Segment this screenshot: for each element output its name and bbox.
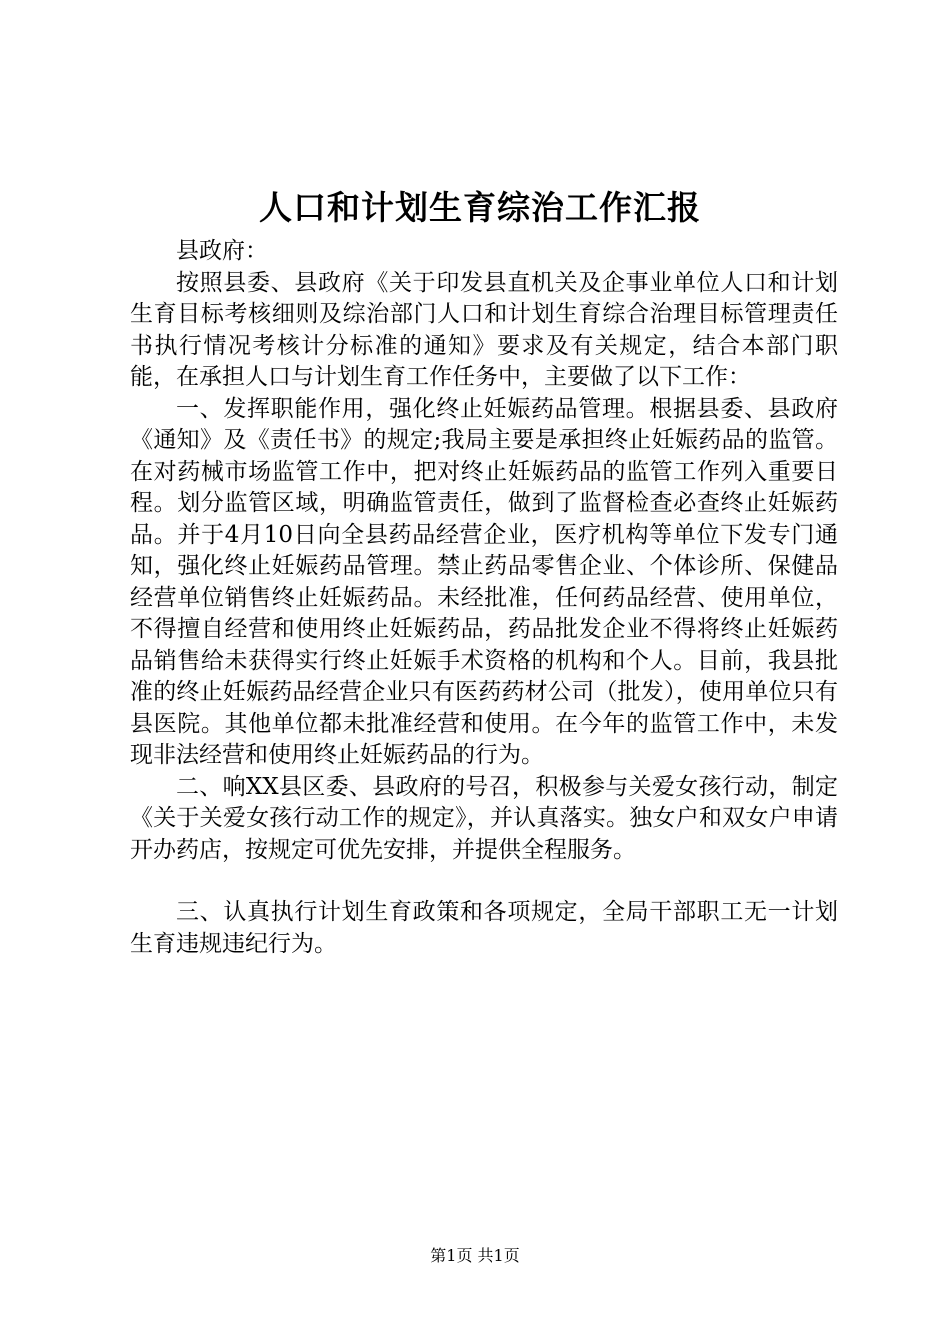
document-body: [130, 236, 838, 960]
paragraph-section-1: 一、发挥职能作用，强化终止妊娠药品管理。根据县委、县政府《通知》及《责任书》的规定;我局主要是承担终止妊娠药品的监管。在对药械市场监管工作中，把对终止妊娠药品的监管工作列入重要日程。划分监管区域，明确监管责任，做到了监督检查必查终止妊娠药品。并于4月10日向全县药品经营企业，医疗机构等单位下发专门通知，强化终止妊娠药品管理。禁止药品零售企业、个体诊所、保健品经营单位销售终止妊娠药品。未经批准，任何药品经营、使用单位，不得擅自经营和使用终止妊娠药品，药品批发企业不得将终止妊娠药品销售给未获得实行终止妊娠手术资格的机构和个人。目前，我县批准的终止妊娠药品经营企业只有医药药材公司（批发），使用单位只有县医院。其他单位都未批准经营和使用。在今年的监管工作中，未发现非法经营和使用终止妊娠药品的行为。: [130, 395, 838, 768]
salutation: 县政府：: [176, 238, 268, 264]
document-title: 人口和计划生育综治工作汇报: [259, 188, 701, 227]
paragraph-intro: 按照县委、县政府《关于印发县直机关及企事业单位人口和计划生育目标考核细则及综治部门人口和计划生育综合治理目标管理责任书执行情况考核计分标准的通知》要求及有关规定，结合本部门职能，在承担人口与计划生育工作任务中，主要做了以下工作：: [130, 269, 838, 390]
paragraph-section-3: 三、认真执行计划生育政策和各项规定，全局干部职工无一计划生育违规违纪行为。: [130, 899, 838, 957]
page-number-footer: 第1页 共1页: [430, 1246, 520, 1265]
paragraph-section-2: 二、响XX县区委、县政府的号召，积极参与关爱女孩行动，制定《关于关爱女孩行动工作的规定》，并认真落实。独女户和双女户申请开办药店，按规定可优先安排，并提供全程服务。: [130, 773, 838, 863]
